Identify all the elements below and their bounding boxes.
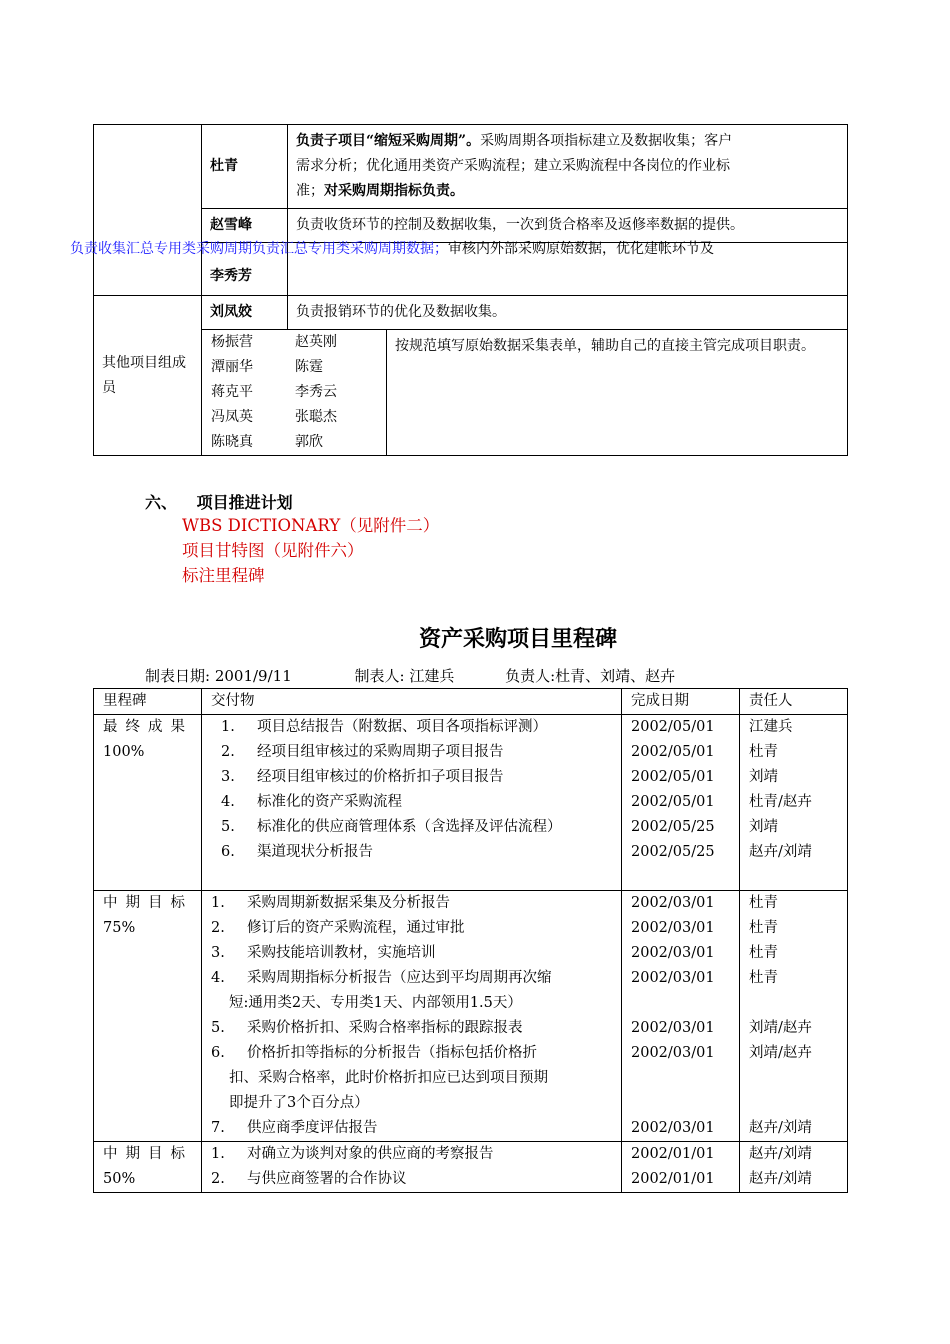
deliverable-line bbox=[211, 966, 612, 991]
item-number: 2. bbox=[211, 920, 225, 936]
item-text: 与供应商签署的合作协议 bbox=[247, 1171, 407, 1187]
item-owner: 刘靖 bbox=[749, 819, 778, 835]
owners-cell bbox=[740, 715, 848, 891]
section-number: 六、 bbox=[145, 493, 178, 512]
item-text: 采购周期新数据采集及分析报告 bbox=[247, 895, 450, 911]
dates-cell bbox=[622, 1142, 740, 1193]
section-links bbox=[182, 513, 439, 588]
item-number: 2. bbox=[221, 744, 235, 760]
milestone-label: 中期目标 bbox=[103, 1146, 193, 1162]
deliverable-line bbox=[211, 815, 612, 840]
item-text: 扣、采购合格率，此时价格折扣应已达到项目预期 bbox=[229, 1070, 548, 1086]
spacer bbox=[631, 865, 730, 890]
link-wbs[interactable]: WBS DICTIONARY（见附件二） bbox=[182, 516, 440, 535]
member-name: 杨振营 bbox=[211, 334, 253, 350]
header-deliverable: 交付物 bbox=[202, 689, 622, 715]
team-row bbox=[94, 330, 848, 456]
member-pair bbox=[211, 380, 377, 405]
header-date: 完成日期 bbox=[622, 689, 740, 715]
deliverable-line bbox=[211, 941, 612, 966]
duty-run: 采购周期各项指标建立及数据收集；客户 bbox=[480, 133, 733, 149]
milestone-label-cell bbox=[94, 1142, 202, 1193]
deliverable-line bbox=[211, 840, 612, 865]
item-owner: 赵卉/刘靖 bbox=[749, 1146, 812, 1162]
duty-line bbox=[296, 154, 839, 179]
item-text: 短:通用类2天、专用类1天、内部领用1.5天） bbox=[229, 995, 522, 1011]
item-text: 标准化的资产采购流程 bbox=[257, 794, 402, 810]
spacer bbox=[631, 1091, 730, 1116]
milestone-label-cell bbox=[94, 891, 202, 1142]
overlay-suffix: 审核内外部采购原始数据，优化建帐环节及 bbox=[448, 241, 714, 257]
member-pair bbox=[211, 405, 377, 430]
item-date: 2002/03/01 bbox=[631, 945, 715, 961]
item-owner: 刘靖/赵卉 bbox=[749, 1045, 812, 1061]
item-text: 项目总结报告（附数据、项目各项指标评测） bbox=[257, 719, 547, 735]
item-date: 2002/03/01 bbox=[631, 1020, 715, 1036]
member-duty bbox=[288, 125, 848, 209]
milestone-row bbox=[94, 891, 848, 1142]
item-owner: 江建兵 bbox=[749, 719, 793, 735]
milestone-percent: 100% bbox=[103, 744, 145, 760]
meta-owner: 负责人:杜青、刘靖、赵卉 bbox=[505, 667, 676, 685]
member-pair bbox=[211, 330, 377, 355]
milestone-meta bbox=[145, 665, 675, 686]
link-gantt[interactable]: 项目甘特图（见附件六） bbox=[182, 541, 364, 560]
team-row bbox=[94, 296, 848, 330]
item-date: 2002/05/25 bbox=[631, 819, 715, 835]
item-text: 对确立为谈判对象的供应商的考察报告 bbox=[247, 1146, 494, 1162]
member-name: 蒋克平 bbox=[211, 384, 253, 400]
deliverable-line bbox=[211, 1066, 612, 1091]
item-owner: 赵卉/刘靖 bbox=[749, 844, 812, 860]
owners-cell bbox=[740, 1142, 848, 1193]
item-date: 2002/03/01 bbox=[631, 895, 715, 911]
member-name: 杜青 bbox=[202, 125, 288, 209]
milestone-percent: 50% bbox=[103, 1171, 136, 1187]
milestone-percent: 75% bbox=[103, 920, 136, 936]
item-owner: 刘靖/赵卉 bbox=[749, 1020, 812, 1036]
overlay-prefix: 负责收集汇总专用类采购周期负责汇总专用类采购周期数据； bbox=[70, 241, 448, 257]
item-date: 2002/01/01 bbox=[631, 1171, 715, 1187]
link-milestone[interactable]: 标注里程碑 bbox=[182, 566, 265, 585]
milestone-title: 资产采购项目里程碑 bbox=[418, 626, 617, 652]
owners-cell bbox=[740, 891, 848, 1142]
item-owner: 杜青 bbox=[749, 744, 778, 760]
duty-run: 准； bbox=[296, 183, 324, 199]
other-members-duty: 按规范填写原始数据采集表单，辅助自己的直接主管完成项目职责。 bbox=[387, 330, 848, 456]
duty-line bbox=[296, 179, 839, 204]
item-date: 2002/01/01 bbox=[631, 1146, 715, 1162]
duty-lines bbox=[296, 129, 839, 204]
overlay-text bbox=[70, 237, 714, 262]
spacer bbox=[749, 1066, 838, 1091]
member-pair bbox=[211, 355, 377, 380]
deliverable-line bbox=[211, 1116, 612, 1141]
spacer bbox=[749, 865, 838, 890]
item-number: 4. bbox=[221, 794, 235, 810]
member-name: 陈霆 bbox=[295, 359, 323, 375]
item-text: 修订后的资产采购流程，通过审批 bbox=[247, 920, 465, 936]
item-number: 1. bbox=[211, 895, 225, 911]
item-text: 供应商季度评估报告 bbox=[247, 1120, 378, 1136]
item-owner: 杜青 bbox=[749, 970, 778, 986]
deliverables-cell bbox=[202, 1142, 622, 1193]
deliverable-line bbox=[211, 891, 612, 916]
item-text: 渠道现状分析报告 bbox=[257, 844, 373, 860]
deliverable-line bbox=[211, 991, 612, 1016]
members-grid bbox=[211, 330, 377, 455]
item-date: 2002/03/01 bbox=[631, 1120, 715, 1136]
item-date: 2002/05/01 bbox=[631, 719, 715, 735]
item-number: 3. bbox=[221, 769, 235, 785]
milestone-label: 最终成果 bbox=[103, 719, 193, 735]
spacer bbox=[749, 1091, 838, 1116]
deliverable-line bbox=[211, 916, 612, 941]
item-owner: 刘靖 bbox=[749, 769, 778, 785]
item-text: 价格折扣等指标的分析报告（指标包括价格折 bbox=[247, 1045, 537, 1061]
item-number: 4. bbox=[211, 970, 225, 986]
item-owner: 杜青/赵卉 bbox=[749, 794, 812, 810]
team-table bbox=[93, 124, 848, 456]
item-text: 标准化的供应商管理体系（含选择及评估流程） bbox=[257, 819, 562, 835]
deliverable-line bbox=[211, 1091, 612, 1116]
other-members-list bbox=[202, 330, 387, 456]
item-number: 7. bbox=[211, 1120, 225, 1136]
meta-date: 制表日期: 2001/9/11 bbox=[145, 667, 292, 685]
item-text: 经项目组审核过的价格折扣子项目报告 bbox=[257, 769, 504, 785]
spacer bbox=[631, 991, 730, 1016]
item-owner: 杜青 bbox=[749, 895, 778, 911]
duty-run: 对采购周期指标负责。 bbox=[324, 183, 464, 199]
item-owner: 赵卉/刘靖 bbox=[749, 1171, 812, 1187]
item-number: 2. bbox=[211, 1171, 225, 1187]
deliverable-line bbox=[211, 1016, 612, 1041]
item-number: 3. bbox=[211, 945, 225, 961]
item-number: 6. bbox=[211, 1045, 225, 1061]
section-title: 项目推进计划 bbox=[196, 493, 293, 512]
item-text: 采购技能培训教材，实施培训 bbox=[247, 945, 436, 961]
member-name: 刘凤姣 bbox=[202, 296, 288, 330]
duty-run: 负责子项目“缩短采购周期”。 bbox=[296, 133, 481, 149]
milestone-row bbox=[94, 1142, 848, 1193]
item-date: 2002/05/01 bbox=[631, 794, 715, 810]
item-number: 6. bbox=[221, 844, 235, 860]
other-members-label: 其他项目组成员 bbox=[94, 296, 202, 456]
spacer bbox=[631, 1066, 730, 1091]
deliverable-line bbox=[211, 715, 612, 740]
item-number: 5. bbox=[211, 1020, 225, 1036]
deliverable-line bbox=[211, 790, 612, 815]
item-number: 1. bbox=[211, 1146, 225, 1162]
deliverable-line bbox=[211, 765, 612, 790]
member-name: 李秀芳 bbox=[202, 243, 288, 296]
member-name: 陈晓真 bbox=[211, 434, 253, 450]
spacer bbox=[749, 991, 838, 1016]
milestone-label-cell bbox=[94, 715, 202, 891]
item-text: 经项目组审核过的采购周期子项目报告 bbox=[257, 744, 504, 760]
milestone-label: 中期目标 bbox=[103, 895, 193, 911]
member-name: 潭丽华 bbox=[211, 359, 253, 375]
item-owner: 杜青 bbox=[749, 945, 778, 961]
member-duty: 负责报销环节的优化及数据收集。 bbox=[288, 296, 848, 330]
item-owner: 杜青 bbox=[749, 920, 778, 936]
member-name: 郭欣 bbox=[295, 434, 323, 450]
milestone-row bbox=[94, 715, 848, 891]
deliverable-line bbox=[211, 1041, 612, 1066]
item-number: 1. bbox=[221, 719, 235, 735]
item-date: 2002/03/01 bbox=[631, 970, 715, 986]
milestone-table bbox=[93, 688, 848, 1193]
item-date: 2002/03/01 bbox=[631, 920, 715, 936]
member-name: 赵英刚 bbox=[295, 334, 337, 350]
dates-cell bbox=[622, 891, 740, 1142]
item-date: 2002/05/25 bbox=[631, 844, 715, 860]
member-name: 李秀云 bbox=[295, 384, 337, 400]
dates-cell bbox=[622, 715, 740, 891]
item-text: 采购价格折扣、采购合格率指标的跟踪报表 bbox=[247, 1020, 523, 1036]
item-date: 2002/05/01 bbox=[631, 744, 715, 760]
item-date: 2002/03/01 bbox=[631, 1045, 715, 1061]
item-text: 即提升了3个百分点） bbox=[229, 1095, 369, 1111]
member-name: 张聪杰 bbox=[295, 409, 337, 425]
deliverable-line bbox=[211, 740, 612, 765]
deliverables-cell bbox=[202, 891, 622, 1142]
member-name: 冯凤英 bbox=[211, 409, 253, 425]
deliverables-cell bbox=[202, 715, 622, 891]
header-milestone: 里程碑 bbox=[94, 689, 202, 715]
item-text: 采购周期指标分析报告（应达到平均周期再次缩 bbox=[247, 970, 552, 986]
spacer bbox=[211, 865, 612, 890]
milestone-header-row bbox=[94, 689, 848, 715]
item-date: 2002/05/01 bbox=[631, 769, 715, 785]
meta-maker: 制表人: 江建兵 bbox=[354, 667, 455, 685]
member-name: 赵雪峰 bbox=[202, 209, 288, 243]
item-owner: 赵卉/刘靖 bbox=[749, 1120, 812, 1136]
duty-run: 需求分析；优化通用类资产采购流程；建立采购流程中各岗位的作业标 bbox=[296, 158, 730, 174]
deliverable-line bbox=[211, 1167, 612, 1192]
section-heading bbox=[145, 490, 293, 513]
member-pair bbox=[211, 430, 377, 455]
member-duty: 负责收货环节的控制及数据收集，一次到货合格率及返修率数据的提供。 bbox=[288, 209, 848, 243]
duty-line bbox=[296, 129, 839, 154]
team-row bbox=[94, 125, 848, 209]
item-number: 5. bbox=[221, 819, 235, 835]
header-owner: 责任人 bbox=[740, 689, 848, 715]
deliverable-line bbox=[211, 1142, 612, 1167]
